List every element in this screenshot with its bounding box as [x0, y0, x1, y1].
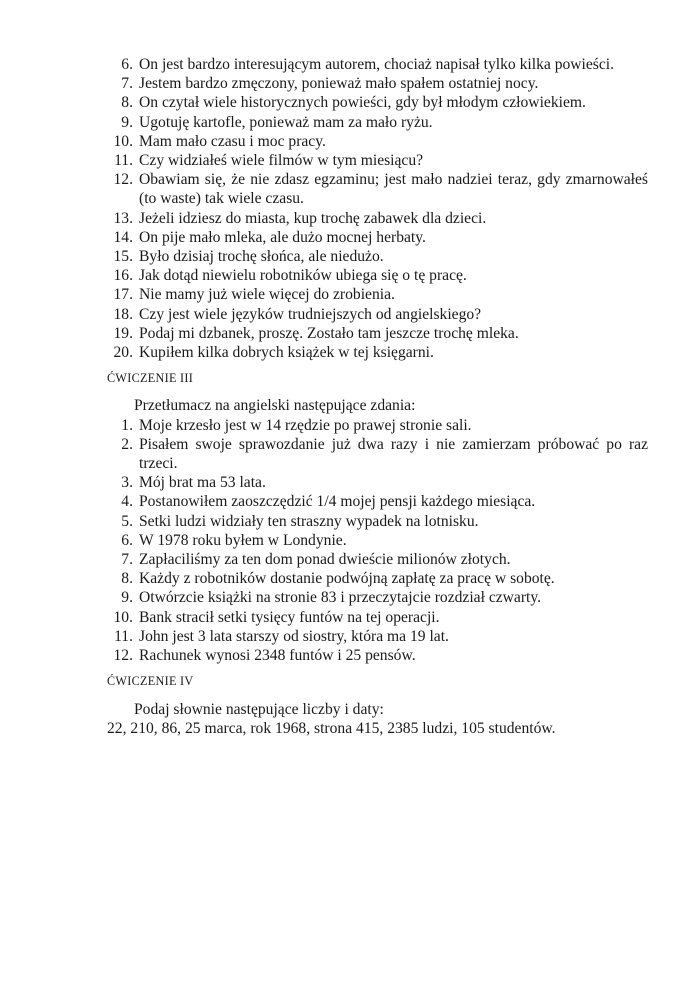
- list-item: [107, 492, 648, 511]
- list-item: [107, 209, 648, 228]
- item-text: On jest bardzo interesującym autorem, chociaż napisał tylko kilka powieści.: [139, 56, 615, 73]
- exercise-iii-instruction: Przetłumacz na angielski następujące zdania:: [134, 397, 416, 415]
- item-number: 10.: [113, 608, 133, 626]
- item-text: Mam mało czasu i moc pracy.: [139, 132, 326, 150]
- item-text: Otwórzcie książki na stronie 83 i przeczytajcie rozdział czwarty.: [139, 589, 542, 607]
- exercise-iv-instruction: Podaj słownie następujące liczby i daty:: [134, 700, 384, 718]
- list-item: [107, 266, 648, 285]
- list-item: [107, 132, 648, 151]
- item-text: On czytał wiele historycznych powieści, gdy był młodym człowiekiem.: [139, 94, 586, 112]
- item-text: Rachunek wynosi 2348 funtów i 25 pensów.: [139, 647, 416, 665]
- item-number: 2.: [121, 435, 133, 453]
- item-text: Setki ludzi widziały ten straszny wypadek na lotnisku.: [139, 512, 479, 530]
- item-text: Jak dotąd niewielu robotników ubiega się o tę pracę.: [139, 267, 467, 285]
- item-text: Mój brat ma 53 lata.: [139, 474, 266, 492]
- list-item: [107, 93, 648, 112]
- list-item: [107, 627, 648, 646]
- item-number: 18.: [113, 305, 133, 323]
- item-number: 1.: [121, 416, 133, 434]
- list-item: [107, 608, 648, 627]
- item-number: 5.: [121, 512, 133, 530]
- list-item: [107, 228, 648, 247]
- item-number: 6.: [121, 531, 133, 549]
- item-number: 4.: [121, 493, 133, 511]
- item-text: Ugotuję kartofle, ponieważ mam za mało ryżu.: [139, 113, 433, 131]
- item-text: Jestem bardzo zmęczony, ponieważ mało spałem ostatniej nocy.: [139, 75, 539, 93]
- list-item: [107, 550, 648, 569]
- item-number: 9.: [121, 589, 133, 607]
- list-item: [107, 247, 648, 266]
- item-number: 9.: [121, 113, 133, 131]
- list-item: [107, 588, 648, 607]
- list-item: [107, 512, 648, 531]
- item-text: Pisałem swoje sprawozdanie już dwa razy i nie zamierzam próbować po raz trzeci.: [139, 435, 648, 473]
- list-item: [107, 473, 648, 492]
- item-text: Podaj mi dzbanek, proszę. Zostało tam jeszcze trochę mleka.: [139, 324, 519, 342]
- exercise-iv-heading: ĆWICZENIE IV: [107, 674, 194, 689]
- list-item: [107, 324, 648, 343]
- item-text: Czy jest wiele języków trudniejszych od angielskiego?: [139, 305, 482, 323]
- item-text: Czy widziałeś wiele filmów w tym miesiącu?: [139, 152, 424, 170]
- item-number: 17.: [113, 286, 133, 304]
- list-item: [107, 305, 648, 324]
- list-item: [107, 416, 648, 435]
- item-number: 11.: [114, 152, 133, 170]
- item-text: John jest 3 lata starszy od siostry, która ma 19 lat.: [139, 627, 449, 645]
- list-item: [107, 74, 648, 93]
- item-text: Nie mamy już wiele więcej do zrobienia.: [139, 286, 395, 304]
- item-text: Moje krzesło jest w 14 rzędzie po prawej stronie sali.: [139, 416, 472, 434]
- item-number: 6.: [121, 56, 133, 73]
- list-item: [107, 646, 648, 665]
- item-text: Było dzisiaj trochę słońca, ale niedużo.: [139, 248, 384, 266]
- list-item: [107, 285, 648, 304]
- exercise-iii-heading: ĆWICZENIE III: [107, 371, 194, 386]
- item-number: 3.: [121, 474, 133, 492]
- item-number: 11.: [114, 627, 133, 645]
- list-item: [107, 569, 648, 588]
- item-text: Kupiłem kilka dobrych książek w tej księgarni.: [139, 344, 434, 362]
- list-item: [107, 113, 648, 132]
- item-number: 16.: [113, 267, 133, 285]
- item-number: 20.: [113, 344, 133, 362]
- item-text: On pije mało mleka, ale dużo mocnej herbaty.: [139, 228, 426, 246]
- list-item: [107, 151, 648, 170]
- item-number: 14.: [113, 228, 133, 246]
- list-item: [107, 531, 648, 550]
- list-item: [107, 435, 648, 473]
- item-text: Obawiam się, że nie zdasz egzaminu; jest mało nadziei teraz, gdy zmarnowałeś (to waste) tak wiele czasu.: [139, 171, 648, 208]
- item-number: 7.: [121, 551, 133, 569]
- item-number: 8.: [121, 94, 133, 112]
- list-item: [107, 55, 648, 74]
- item-number: 19.: [113, 324, 133, 342]
- list-item: [107, 170, 648, 208]
- item-number: 10.: [113, 132, 133, 150]
- item-text: Bank stracił setki tysięcy funtów na tej operacji.: [139, 608, 440, 626]
- item-number: 15.: [113, 248, 133, 266]
- item-text: Jeżeli idziesz do miasta, kup trochę zabawek dla dzieci.: [139, 209, 487, 227]
- item-number: 12.: [113, 647, 133, 665]
- exercise-ii-list: [107, 55, 648, 362]
- exercise-iii-list: [107, 416, 648, 666]
- list-item: [107, 343, 648, 362]
- item-text: W 1978 roku byłem w Londynie.: [139, 531, 347, 549]
- item-number: 13.: [113, 209, 133, 227]
- item-text: Postanowiłem zaoszczędzić 1/4 mojej pensji każdego miesiąca.: [139, 493, 536, 511]
- item-number: 8.: [121, 570, 133, 588]
- item-text: Zapłaciliśmy za ten dom ponad dwieście milionów złotych.: [139, 551, 511, 569]
- item-text: Każdy z robotników dostanie podwójną zapłatę za pracę w sobotę.: [139, 570, 555, 588]
- item-number: 7.: [121, 75, 133, 93]
- item-number: 12.: [113, 171, 133, 189]
- exercise-iv-content: 22, 210, 86, 25 marca, rok 1968, strona 415, 2385 ludzi, 105 studentów.: [107, 719, 556, 737]
